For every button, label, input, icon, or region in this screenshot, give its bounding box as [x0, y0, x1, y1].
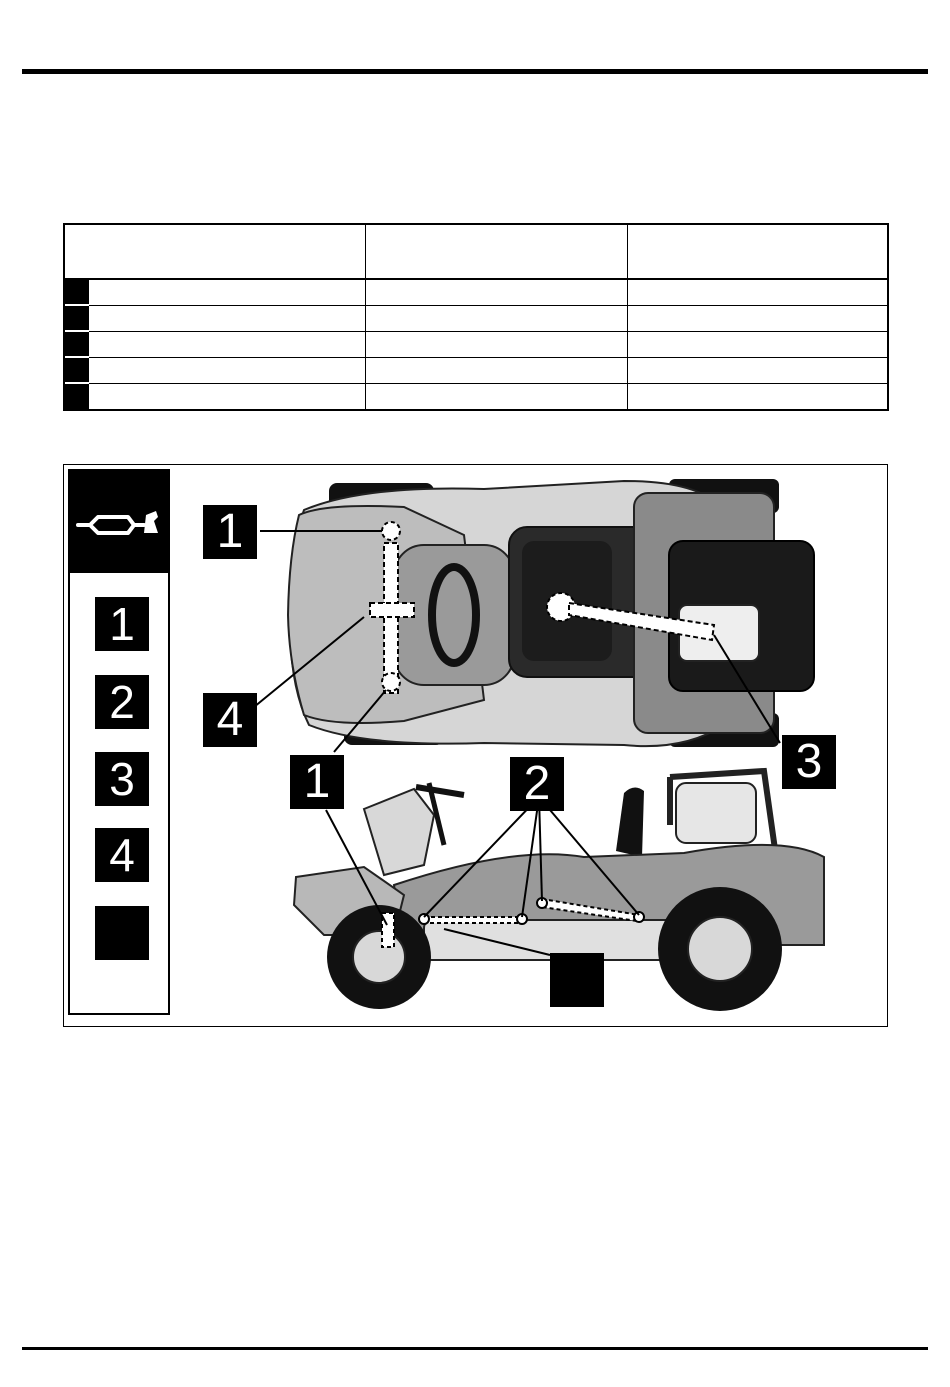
bottom-rule [22, 1347, 928, 1350]
callout-side-2: 2 [510, 757, 564, 811]
callout-side-blank [550, 953, 604, 1007]
top-rule [22, 69, 928, 74]
callout-top-4: 4 [203, 693, 257, 747]
table-row-divider [89, 331, 887, 332]
table-header [65, 225, 887, 280]
lubrication-figure [63, 464, 888, 1027]
legend-key-2: 2 [95, 675, 149, 729]
table-row-divider [89, 357, 887, 358]
table-row-marker [65, 358, 89, 382]
legend-key-1: 1 [95, 597, 149, 651]
mower-top-view [288, 479, 814, 747]
table-row-divider [89, 383, 887, 384]
callout-top-3: 3 [782, 735, 836, 789]
table-row-marker [65, 306, 89, 330]
parts-table [63, 223, 889, 411]
table-column-divider [365, 225, 366, 409]
table-row-marker [65, 384, 89, 409]
mower-illustration [64, 465, 887, 1026]
table-row-divider [89, 305, 887, 306]
table-row-marker [65, 332, 89, 356]
legend-key-3: 3 [95, 752, 149, 806]
table-row-marker [65, 280, 89, 304]
callout-side-1: 1 [290, 755, 344, 809]
callout-top-1: 1 [203, 505, 257, 559]
table-column-divider [627, 225, 628, 409]
legend-key-4: 4 [95, 828, 149, 882]
